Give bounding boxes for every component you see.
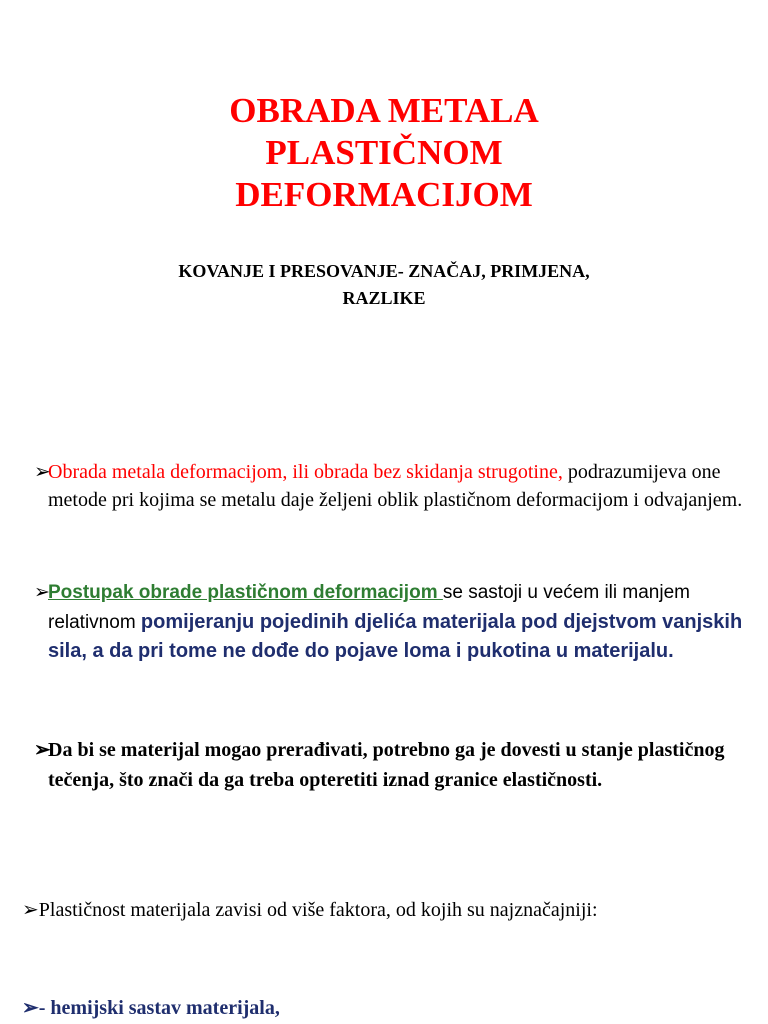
document-title (0, 90, 768, 216)
title-line: DEFORMACIJOM (235, 175, 533, 214)
paragraph-emphasis: pomijeranju pojedinih djelića materijala pod djejstvom vanjskih sila, a da pri tome ne dođe do pojave loma i pukotina u materijalu. (48, 610, 743, 662)
arrow-bullet-icon: ➢ (22, 899, 39, 921)
paragraph-definition (34, 458, 748, 514)
paragraph-body: se sastoji u većem ili manjem relativnom (48, 582, 690, 633)
subtitle-line: RAZLIKE (342, 288, 426, 308)
paragraph-body: Da bi se materijal mogao prerađivati, potrebno ga je dovesti u stanje plastičnog tečenja, što znači da ga treba opteretiti iznad granice elastičnosti. (48, 739, 725, 791)
paragraph-green-lead: Postupak obrade plastičnom deformacijom (48, 582, 443, 603)
title-line: OBRADA METALA (229, 91, 539, 130)
paragraph-body: podrazumijeva one metode pri kojima se metalu daje željeni oblik plastičnom deformacijom i odvajanjem. (48, 461, 743, 511)
arrow-bullet-icon: ➢ (34, 739, 51, 761)
paragraph-body: Plastičnost materijala zavisi od više faktora, od kojih su najznačajniji: (38, 899, 598, 921)
paragraph-procedure (34, 579, 748, 667)
paragraph-chemical-composition (22, 994, 280, 1022)
arrow-bullet-icon: ➢ (34, 582, 50, 603)
arrow-bullet-icon: ➢ (22, 997, 39, 1019)
paragraph-plastic-flow (34, 735, 748, 795)
subtitle-line: KOVANJE I PRESOVANJE- ZNAČAJ, PRIMJENA, (178, 261, 590, 281)
paragraph-body: - hemijski sastav materijala, (38, 997, 280, 1019)
paragraph-red-lead: Obrada metala deformacijom, ili obrada bez skidanja strugotine, (48, 461, 563, 483)
title-line: PLASTIČNOM (265, 133, 503, 172)
arrow-bullet-icon: ➢ (34, 461, 51, 483)
document-subtitle (0, 258, 768, 312)
paragraph-plasticity-factors (22, 897, 742, 924)
